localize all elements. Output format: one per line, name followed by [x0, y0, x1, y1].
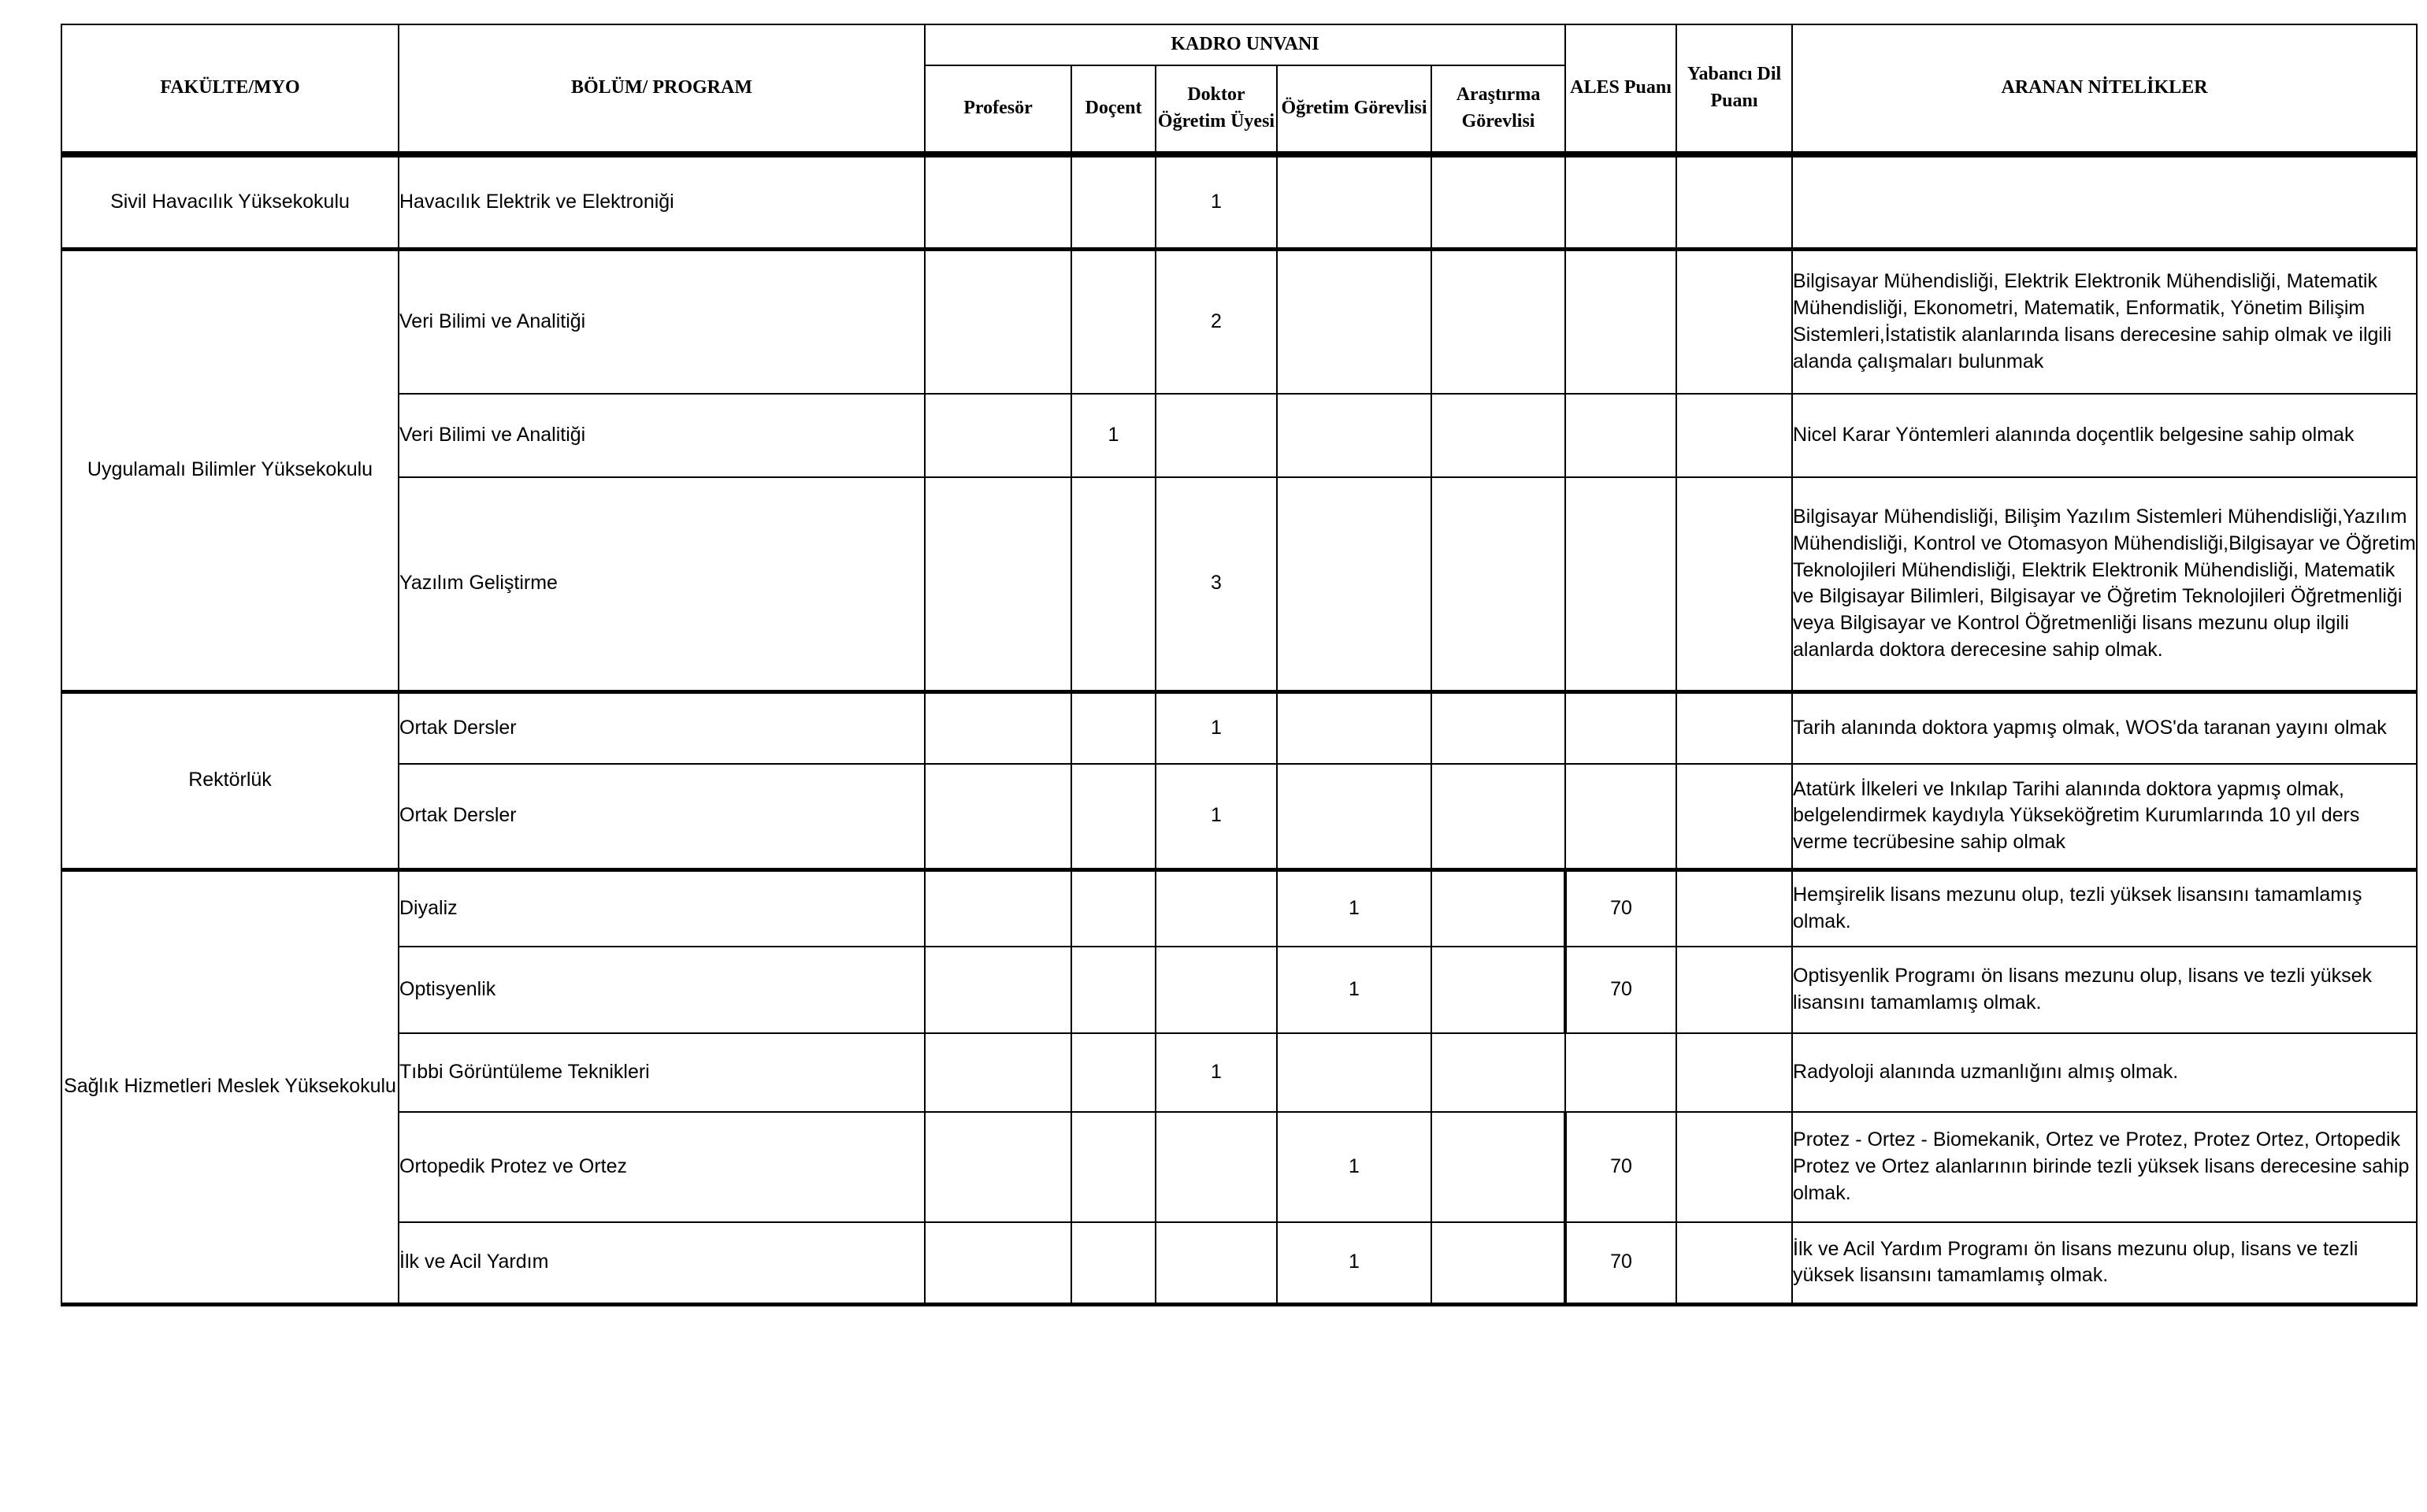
associate-cell [1071, 764, 1156, 869]
research-cell [1431, 1033, 1565, 1112]
requirements-cell: Bilgisayar Mühendisliği, Elektrik Elektronik Mühendisliği, Matematik Mühendisliği, Ekonometri, Matematik, Enformatik, Yönetim Bilişim Sistemleri,İstatistik alanlarında lisans derecesine sahip olmak ve ilgili alanda çalışmaları bulunmak [1792, 249, 2417, 394]
table-body [61, 154, 2417, 1304]
lecturer-cell [1277, 154, 1431, 249]
requirements-cell [1792, 154, 2417, 249]
department-cell: İlk ve Acil Yardım [399, 1222, 925, 1304]
header-staff-title: KADRO UNVANI [925, 24, 1565, 65]
research-cell [1431, 477, 1565, 691]
department-cell: Veri Bilimi ve Analitiği [399, 249, 925, 394]
foreign-cell [1676, 1222, 1792, 1304]
table-row [61, 477, 2417, 691]
requirements-cell: Atatürk İlkeleri ve Inkılap Tarihi alanında doktora yapmış olmak, belgelendirmek kaydıyla Yükseköğretim Kurumlarında 10 yıl ders verme tecrübesine sahip olmak [1792, 764, 2417, 869]
doctor-cell [1156, 1222, 1277, 1304]
header-department: BÖLÜM/ PROGRAM [399, 24, 925, 154]
requirements-cell: Radyoloji alanında uzmanlığını almış olmak. [1792, 1033, 2417, 1112]
table-row [61, 394, 2417, 477]
foreign-cell [1676, 691, 1792, 764]
table-row [61, 947, 2417, 1033]
ales-cell [1565, 691, 1676, 764]
ales-cell: 70 [1565, 869, 1676, 947]
foreign-cell [1676, 764, 1792, 869]
doctor-cell [1156, 394, 1277, 477]
associate-cell [1071, 1112, 1156, 1222]
professor-cell [925, 154, 1071, 249]
table-row [61, 249, 2417, 394]
lecturer-cell: 1 [1277, 1112, 1431, 1222]
foreign-cell [1676, 154, 1792, 249]
department-cell: Yazılım Geliştirme [399, 477, 925, 691]
doctor-cell: 2 [1156, 249, 1277, 394]
faculty-cell: Rektörlük [61, 691, 399, 869]
foreign-cell [1676, 869, 1792, 947]
table-row [61, 869, 2417, 947]
associate-cell [1071, 869, 1156, 947]
lecturer-cell [1277, 764, 1431, 869]
doctor-cell: 1 [1156, 1033, 1277, 1112]
lecturer-cell [1277, 394, 1431, 477]
ales-cell [1565, 764, 1676, 869]
associate-cell [1071, 477, 1156, 691]
staff-table [61, 24, 2418, 1306]
ales-cell [1565, 477, 1676, 691]
table-row [61, 1222, 2417, 1304]
requirements-cell: Bilgisayar Mühendisliği, Bilişim Yazılım Sistemleri Mühendisliği,Yazılım Mühendisliği, Kontrol ve Otomasyon Mühendisliği,Bilgisayar ve Öğretim Teknolojileri Mühendisliği, Elektrik Elektronik Mühendisliği, Matematik ve Bilgisayar Bilimleri, Bilgisayar ve Öğretim Teknolojileri Öğretmenliği veya Bilgisayar ve Kontrol Öğretmenliği lisans mezunu olup ilgili alanlarda doktora derecesine sahip olmak. [1792, 477, 2417, 691]
department-cell: Veri Bilimi ve Analitiği [399, 394, 925, 477]
research-cell [1431, 947, 1565, 1033]
table-header [61, 24, 2417, 154]
research-cell [1431, 249, 1565, 394]
table-row [61, 764, 2417, 869]
associate-cell [1071, 1222, 1156, 1304]
research-cell [1431, 691, 1565, 764]
doctor-cell: 1 [1156, 764, 1277, 869]
header-professor: Profesör [925, 65, 1071, 154]
department-cell: Tıbbi Görüntüleme Teknikleri [399, 1033, 925, 1112]
lecturer-cell: 1 [1277, 869, 1431, 947]
header-requirements: ARANAN NİTELİKLER [1792, 24, 2417, 154]
lecturer-cell [1277, 477, 1431, 691]
foreign-cell [1676, 249, 1792, 394]
foreign-cell [1676, 1112, 1792, 1222]
associate-cell: 1 [1071, 394, 1156, 477]
header-foreign-language: Yabancı Dil Puanı [1676, 24, 1792, 154]
professor-cell [925, 1112, 1071, 1222]
lecturer-cell: 1 [1277, 947, 1431, 1033]
ales-cell: 70 [1565, 1112, 1676, 1222]
lecturer-cell [1277, 1033, 1431, 1112]
professor-cell [925, 1033, 1071, 1112]
table-row [61, 1112, 2417, 1222]
research-cell [1431, 1112, 1565, 1222]
requirements-cell: Protez - Ortez - Biomekanik, Ortez ve Protez, Protez Ortez, Ortopedik Protez ve Ortez alanlarının birinde tezli yüksek lisans derecesine sahip olmak. [1792, 1112, 2417, 1222]
research-cell [1431, 1222, 1565, 1304]
research-cell [1431, 869, 1565, 947]
professor-cell [925, 394, 1071, 477]
professor-cell [925, 869, 1071, 947]
professor-cell [925, 1222, 1071, 1304]
header-research: Araştırma Görevlisi [1431, 65, 1565, 154]
lecturer-cell [1277, 691, 1431, 764]
table-row [61, 154, 2417, 249]
doctor-cell: 1 [1156, 691, 1277, 764]
ales-cell: 70 [1565, 947, 1676, 1033]
research-cell [1431, 154, 1565, 249]
requirements-cell: Tarih alanında doktora yapmış olmak, WOS'da taranan yayını olmak [1792, 691, 2417, 764]
lecturer-cell [1277, 249, 1431, 394]
department-cell: Diyaliz [399, 869, 925, 947]
faculty-cell: Sivil Havacılık Yüksekokulu [61, 154, 399, 249]
research-cell [1431, 394, 1565, 477]
doctor-cell: 1 [1156, 154, 1277, 249]
ales-cell [1565, 249, 1676, 394]
ales-cell: 70 [1565, 1222, 1676, 1304]
foreign-cell [1676, 1033, 1792, 1112]
doctor-cell: 3 [1156, 477, 1277, 691]
department-cell: Ortak Dersler [399, 691, 925, 764]
header-associate: Doçent [1071, 65, 1156, 154]
research-cell [1431, 764, 1565, 869]
professor-cell [925, 249, 1071, 394]
table-row [61, 691, 2417, 764]
professor-cell [925, 947, 1071, 1033]
header-ales: ALES Puanı [1565, 24, 1676, 154]
header-lecturer: Öğretim Görevlisi [1277, 65, 1431, 154]
doctor-cell [1156, 869, 1277, 947]
associate-cell [1071, 154, 1156, 249]
requirements-cell: Optisyenlik Programı ön lisans mezunu olup, lisans ve tezli yüksek lisansını tamamlamış olmak. [1792, 947, 2417, 1033]
ales-cell [1565, 1033, 1676, 1112]
professor-cell [925, 477, 1071, 691]
department-cell: Optisyenlik [399, 947, 925, 1033]
requirements-cell: Nicel Karar Yöntemleri alanında doçentlik belgesine sahip olmak [1792, 394, 2417, 477]
doctor-cell [1156, 947, 1277, 1033]
header-faculty: FAKÜLTE/MYO [61, 24, 399, 154]
associate-cell [1071, 1033, 1156, 1112]
associate-cell [1071, 249, 1156, 394]
requirements-cell: İlk ve Acil Yardım Programı ön lisans mezunu olup, lisans ve tezli yüksek lisansını tamamlamış olmak. [1792, 1222, 2417, 1304]
faculty-cell: Uygulamalı Bilimler Yüksekokulu [61, 249, 399, 691]
professor-cell [925, 691, 1071, 764]
department-cell: Havacılık Elektrik ve Elektroniği [399, 154, 925, 249]
foreign-cell [1676, 947, 1792, 1033]
foreign-cell [1676, 477, 1792, 691]
requirements-cell: Hemşirelik lisans mezunu olup, tezli yüksek lisansını tamamlamış olmak. [1792, 869, 2417, 947]
header-doctor: Doktor Öğretim Üyesi [1156, 65, 1277, 154]
ales-cell [1565, 154, 1676, 249]
associate-cell [1071, 691, 1156, 764]
department-cell: Ortak Dersler [399, 764, 925, 869]
associate-cell [1071, 947, 1156, 1033]
lecturer-cell: 1 [1277, 1222, 1431, 1304]
department-cell: Ortopedik Protez ve Ortez [399, 1112, 925, 1222]
foreign-cell [1676, 394, 1792, 477]
table-row [61, 1033, 2417, 1112]
professor-cell [925, 764, 1071, 869]
ales-cell [1565, 394, 1676, 477]
doctor-cell [1156, 1112, 1277, 1222]
faculty-cell: Sağlık Hizmetleri Meslek Yüksekokulu [61, 869, 399, 1304]
